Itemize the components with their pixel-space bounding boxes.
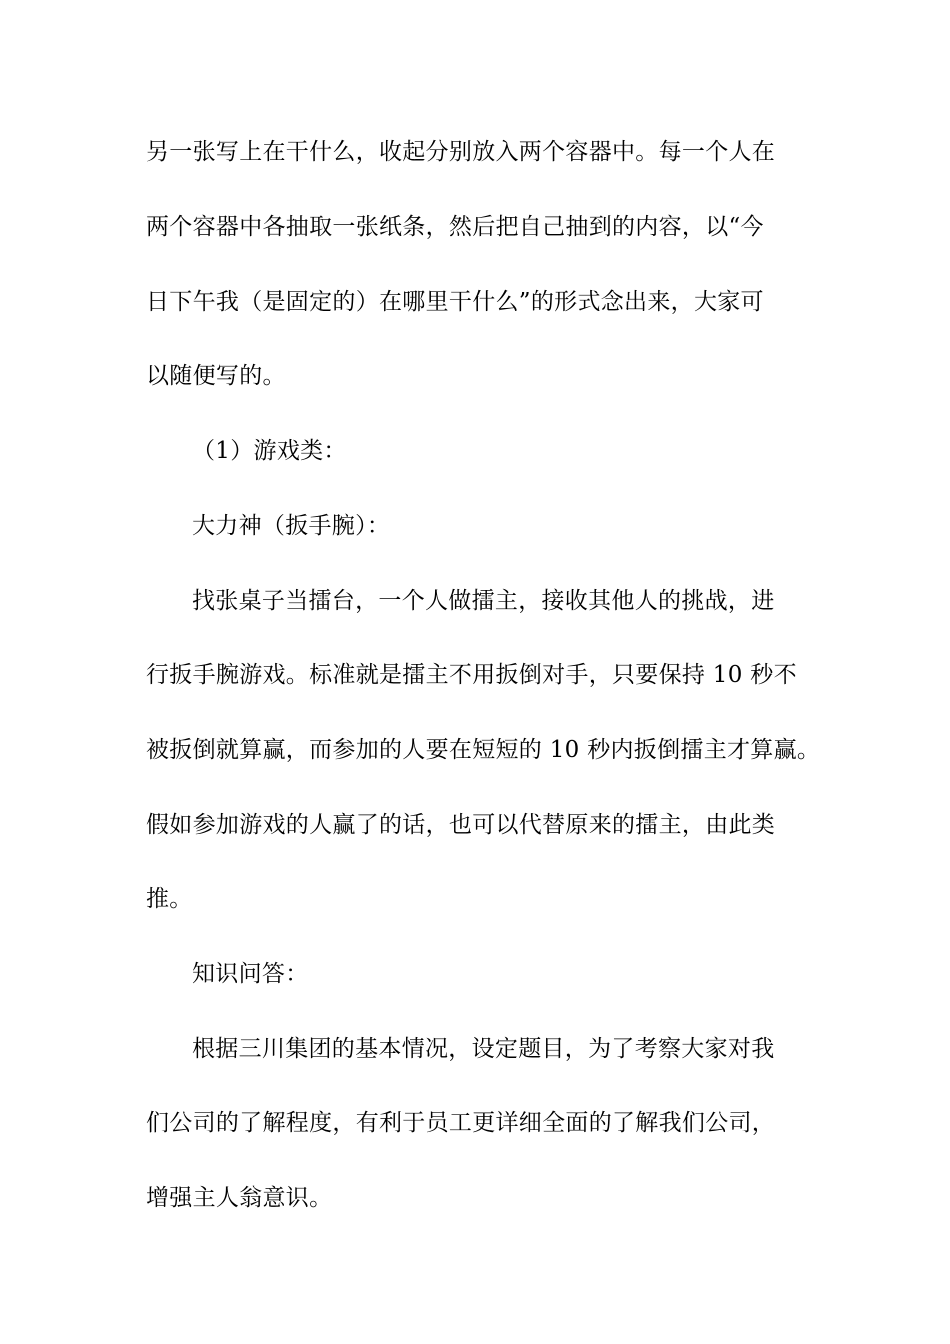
paragraph-line: 另一张写上在干什么，收起分别放入两个容器中。每一个人在: [146, 139, 776, 165]
paragraph-line: 增强主人翁意识。: [146, 1185, 333, 1211]
game-title-arm-wrestling: 大力神（扳手腕）：: [192, 513, 391, 539]
paragraph-line: 们公司的了解程度，有利于员工更详细全面的了解我们公司，: [146, 1110, 776, 1136]
paragraph-line: 行扳手腕游戏。标准就是擂主不用扳倒对手，只要保持 10 秒不: [146, 662, 797, 688]
paragraph-line: 两个容器中各抽取一张纸条，然后把自己抽到的内容，以“今: [146, 214, 764, 240]
paragraph-line: 以随便写的。: [146, 363, 286, 389]
paragraph-line: 被扳倒就算赢，而参加的人要在短短的 10 秒内扳倒擂主才算赢。: [146, 737, 821, 763]
game-title-quiz: 知识问答：: [192, 961, 309, 987]
paragraph-line: 日下午我（是固定的）在哪里干什么”的形式念出来，大家可: [146, 289, 764, 315]
paragraph-line: 推。: [146, 886, 193, 912]
paragraph-line: 假如参加游戏的人赢了的话，也可以代替原来的擂主，由此类: [146, 812, 776, 838]
paragraph-line: 根据三川集团的基本情况，设定题目，为了考察大家对我: [192, 1036, 775, 1062]
paragraph-line: 找张桌子当擂台，一个人做擂主，接收其他人的挑战，进: [192, 588, 775, 614]
section-heading: （1）游戏类：: [192, 438, 347, 464]
